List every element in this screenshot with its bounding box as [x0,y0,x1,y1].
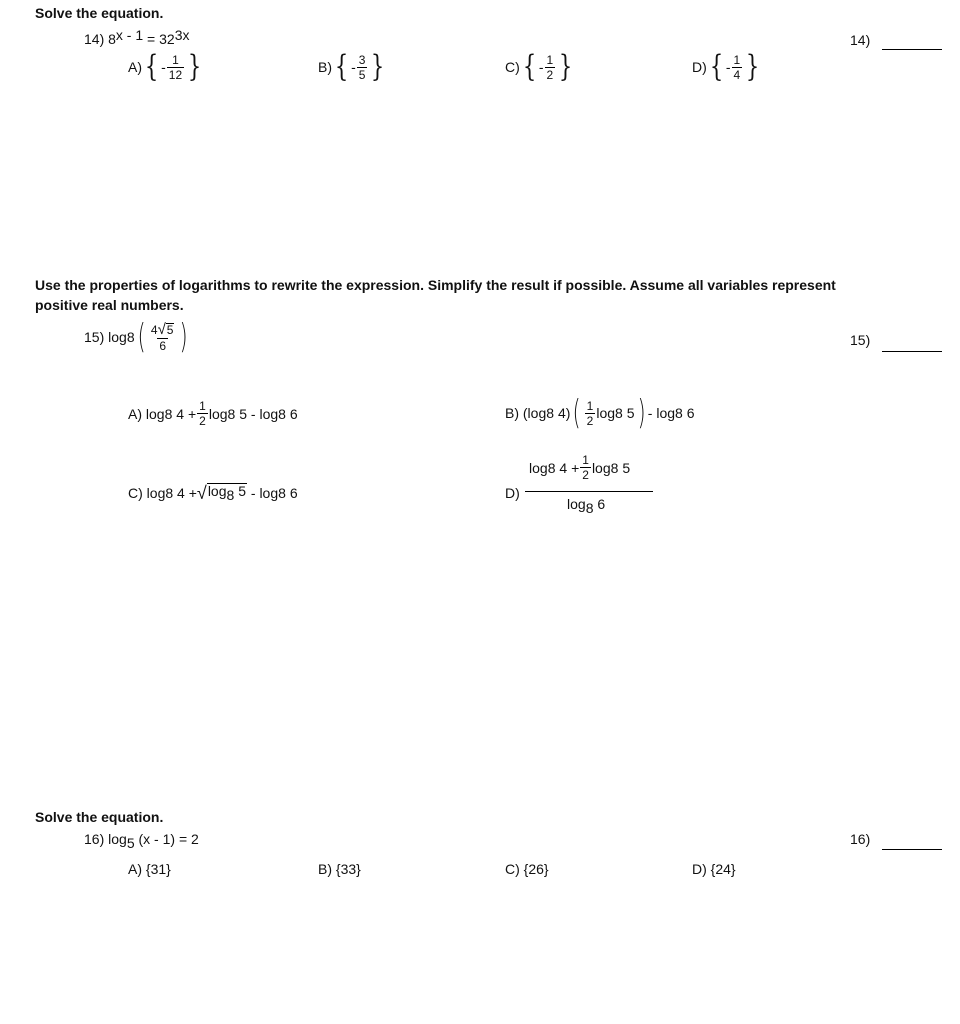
q15-option-d[interactable] [525,450,653,516]
answer-label-16: 16) [850,831,871,847]
q16-option-a[interactable]: A) {31} [128,861,171,877]
section-instruction: Solve the equation. [35,5,164,21]
q15-option-b[interactable]: B) (log 8 4) ( $\frac{1}{2}$ log 8 5 ) - log 8 6 [505,393,695,433]
question-number: 16) [84,831,105,847]
fraction: $\frac{1}{2}$ [582,453,589,482]
answer-label-15: 15) [850,332,871,348]
q14-option-d[interactable]: D) { - $\frac{1}{4}$ } [692,49,760,84]
answer-blank-16[interactable] [882,849,942,850]
fraction-numerator: log 8 4 + $\frac{1}{2}$ log 8 5 [529,453,631,482]
answer-blank-14[interactable] [882,49,942,50]
section-instruction: Solve the equation. [35,809,164,825]
fraction: $\frac{1}{12}$ [168,52,183,82]
question-number: 14) [84,31,105,47]
section-instruction: Use the properties of logarithms to rewrite the expression. Simplify the result if possible. Assume all variables represent [35,277,836,293]
equation-rhs-exponent: 3x [174,27,190,43]
fraction: $\frac{1}{2}$ [546,52,554,82]
q15-option-c[interactable]: C) log 8 4 + √ $\log_8 5$ - log 8 6 [128,482,298,503]
question-16-prompt: 16) $\log_5 (x - 1) = 2$ [84,831,199,851]
answer-label-14: 14) [850,32,871,48]
q16-option-b[interactable]: B) {33} [318,861,361,877]
section-instruction-continued: positive real numbers. [35,297,184,313]
q16-option-c[interactable]: C) {26} [505,861,549,877]
q14-option-c[interactable]: C) { - $\frac{1}{2}$ } [505,49,573,84]
fraction: $\frac{4√5}{6}$ [150,321,174,353]
fraction-bar [525,491,653,492]
q14-option-a[interactable]: A) { - $\frac{1}{12}$ } [128,49,202,84]
question-number: 15) [84,329,105,345]
fraction-denominator: $\log_8 6$ [567,496,606,516]
question-15-prompt: 15) log 8 ( $\frac{4√5}{6}$ ) [84,317,189,357]
equation-exponent: x - 1 [115,27,144,43]
equation-rhs-base: 32 [159,31,175,47]
q16-option-d[interactable]: D) {24} [692,861,736,877]
fraction: $\frac{1}{2}$ [199,399,206,428]
fraction: $\frac{3}{5}$ [358,52,366,82]
q15-option-a[interactable]: A) log 8 4 + $\frac{1}{2}$ log 8 5 - log 8 6 [128,399,298,428]
fraction: $\frac{1}{4}$ [733,52,741,82]
question-14-prompt: 14) $8^{x - 1} = 32^{3x}$ [84,27,190,47]
equation-base: 8 [108,31,116,47]
q15-option-d-label: D) [505,485,520,501]
q14-option-b[interactable]: B) { - $\frac{3}{5}$ } [318,49,385,84]
fraction: $\frac{1}{2}$ [586,398,594,428]
answer-blank-15[interactable] [882,351,942,352]
